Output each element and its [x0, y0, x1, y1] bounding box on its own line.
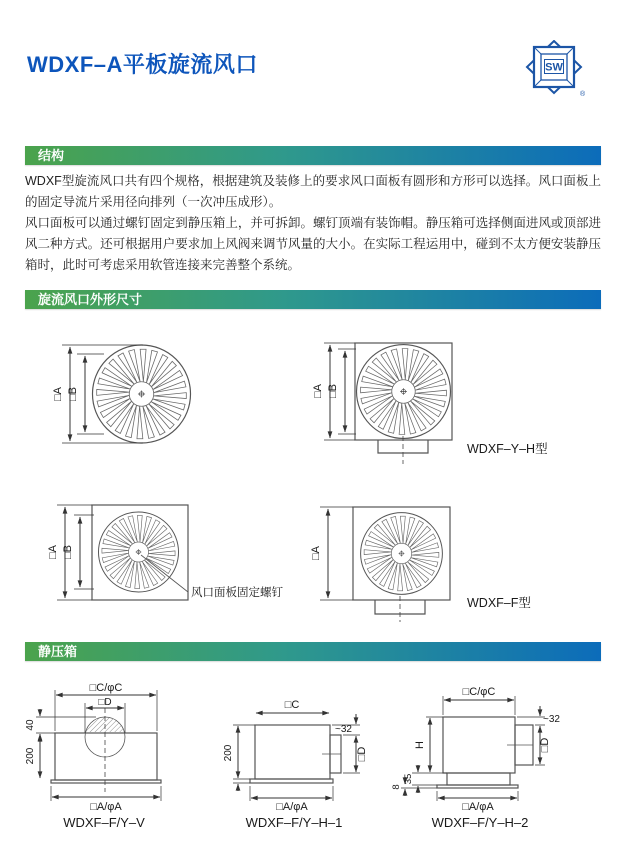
dim-label-8: 8 [391, 784, 402, 790]
structure-paragraph-1: WDXF型旋流风口共有四个规格，根据建筑及装修上的要求风口面板有圆形和方形可以选择。风口面板上的固定导流片采用径向排列（一次冲压成形）。 [25, 174, 601, 209]
section-heading-outline: 旋流风口外形尺寸 [25, 290, 601, 309]
dim-label-a: □A [52, 387, 64, 401]
structure-paragraph-2: 风口面板可以通过螺钉固定到静压箱上，并可拆卸。螺钉顶端有装饰帽。静压箱可选择侧面进风或顶部进风二种方式。还可根据用户要求加上风阀来调节风量的大小。在实际工程运用中，碰到不太方便安装静压箱时，此时可考虑采用软管连接来完善整个系统。 [25, 216, 601, 272]
dim-label-35: 35 [403, 773, 414, 785]
dim-label-b: □B [67, 387, 79, 401]
drawing-round-diffuser [52, 345, 191, 443]
dim-label-32: ~32 [335, 724, 352, 735]
drawing-plenum-v [25, 682, 161, 830]
dim-label-200: 200 [25, 747, 36, 765]
dim-label-d: □D [356, 746, 368, 762]
page-title: WDXF–A平板旋流风口 [27, 52, 258, 77]
drawing-f-diffuser [310, 507, 531, 622]
logo-text: SW [545, 61, 563, 74]
dim-label-bottom: □A/φA [276, 801, 308, 813]
dim-label-200: 200 [223, 744, 234, 762]
dim-label-32: ~32 [543, 714, 560, 725]
drawing-plenum-h2 [391, 686, 560, 830]
model-label-f: WDXF–F型 [467, 596, 531, 610]
dim-label-bottom: □A/φA [462, 801, 494, 813]
dim-label-top2: □D [98, 697, 112, 708]
dim-label-bottom: □A/φA [90, 801, 122, 813]
model-label-v: WDXF–F/Y–V [63, 815, 145, 830]
drawing-square-diffuser [47, 505, 283, 600]
drawing-plenum-h1 [223, 699, 368, 830]
dim-label-b: □B [327, 384, 339, 398]
model-label-h2: WDXF–F/Y–H–2 [431, 815, 529, 830]
dim-label-a: □A [312, 384, 324, 398]
screw-note: 风口面板固定螺钉 [191, 587, 283, 599]
dim-label-d: □D [539, 737, 551, 753]
dim-label-top: □C [284, 699, 300, 711]
dim-label-40: 40 [25, 719, 36, 731]
dim-label-top: □C/φC [462, 686, 496, 698]
section-heading-plenum: 静压箱 [25, 642, 601, 661]
dim-label-a: □A [310, 546, 322, 560]
dim-label-h: H [414, 741, 426, 749]
model-label-h1: WDXF–F/Y–H–1 [245, 815, 343, 830]
model-label-yh: WDXF–Y–H型 [467, 442, 548, 456]
registered-mark: ® [580, 91, 586, 98]
drawing-yh-diffuser [312, 343, 548, 464]
dim-label-a: □A [47, 545, 59, 559]
dim-label-top: □C/φC [89, 682, 123, 694]
dim-label-b: □B [62, 545, 74, 559]
section-heading-structure: 结构 [25, 146, 601, 165]
